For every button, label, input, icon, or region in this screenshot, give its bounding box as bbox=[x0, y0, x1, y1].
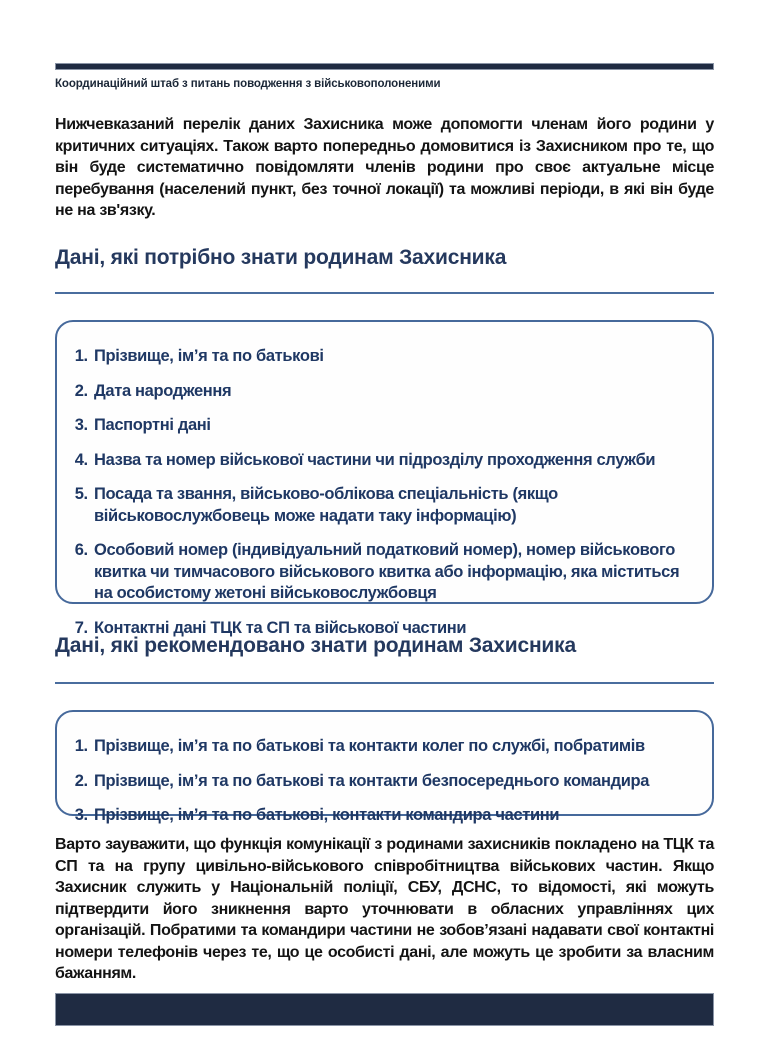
section-divider-line bbox=[55, 292, 714, 294]
bottom-footer-bar bbox=[55, 993, 714, 1026]
recommended-data-list bbox=[92, 736, 690, 827]
list-item: 3. Паспортні дані bbox=[92, 415, 690, 437]
list-item: 4. Назва та номер військової частини чи підрозділу проходження служби bbox=[92, 450, 690, 472]
document-header-org-name: Координаційний штаб з питань поводження з військовополоненими bbox=[55, 78, 441, 90]
list-item: 6. Особовий номер (індивідуальний податковий номер), номер військового квитка чи тимчасового військового квитка або інформацію, яка міститься на особистому жетоні військовослужбовця bbox=[92, 540, 690, 605]
required-data-box bbox=[55, 320, 714, 637]
required-data-list bbox=[92, 346, 690, 639]
list-item: 7. Контактні дані ТЦК та СП та військової частини bbox=[92, 618, 690, 640]
list-item: 2. Прізвище, ім’я та по батькові та контакти безпосереднього командира bbox=[92, 771, 690, 793]
top-divider-bar bbox=[55, 63, 714, 70]
recommended-data-box bbox=[55, 710, 714, 824]
section-title-required-data: Дані, які потрібно знати родинам Захисника bbox=[55, 246, 507, 269]
list-item: 2. Дата народження bbox=[92, 381, 690, 403]
list-item: 1. Прізвище, ім’я та по батькові bbox=[92, 346, 690, 368]
section-title-recommended-data: Дані, які рекомендовано знати родинам Захисника bbox=[55, 634, 576, 657]
list-item: 3. Прізвище, ім’я та по батькові, контакти командира частини bbox=[92, 805, 690, 827]
closing-paragraph: Варто зауважити, що функція комунікації з родинами захисників покладено на ТЦК та СП та на групу цивільно-військового співробітництва військових частин. Якщо Захисник служить у Національній поліції, СБУ, ДСНС, то відомості, які можуть підтвердити його зникнення варто уточнювати в обласних управліннях цих організацій. Побратими та командири частини не зобов’язані надавати свої контактні номери телефонів через те, що це особисті дані, але можуть це зробити за власним бажанням. bbox=[55, 836, 714, 982]
intro-paragraph: Нижчевказаний перелік даних Захисника може допомогти членам його родини у критичних ситуаціях. Також варто попередньо домовитися із Захисником про те, що він буде систематично повідомляти членів родини про своє актуальне місце перебування (населений пункт, без точної локації) та можливі періоди, в які він буде не на зв'язку. bbox=[55, 116, 714, 219]
list-item: 5. Посада та звання, військово-облікова спеціальність (якщо військовослужбовець може надати таку інформацію) bbox=[92, 484, 690, 527]
section-divider-line bbox=[55, 682, 714, 684]
list-item: 1. Прізвище, ім’я та по батькові та контакти колег по службі, побратимів bbox=[92, 736, 690, 758]
